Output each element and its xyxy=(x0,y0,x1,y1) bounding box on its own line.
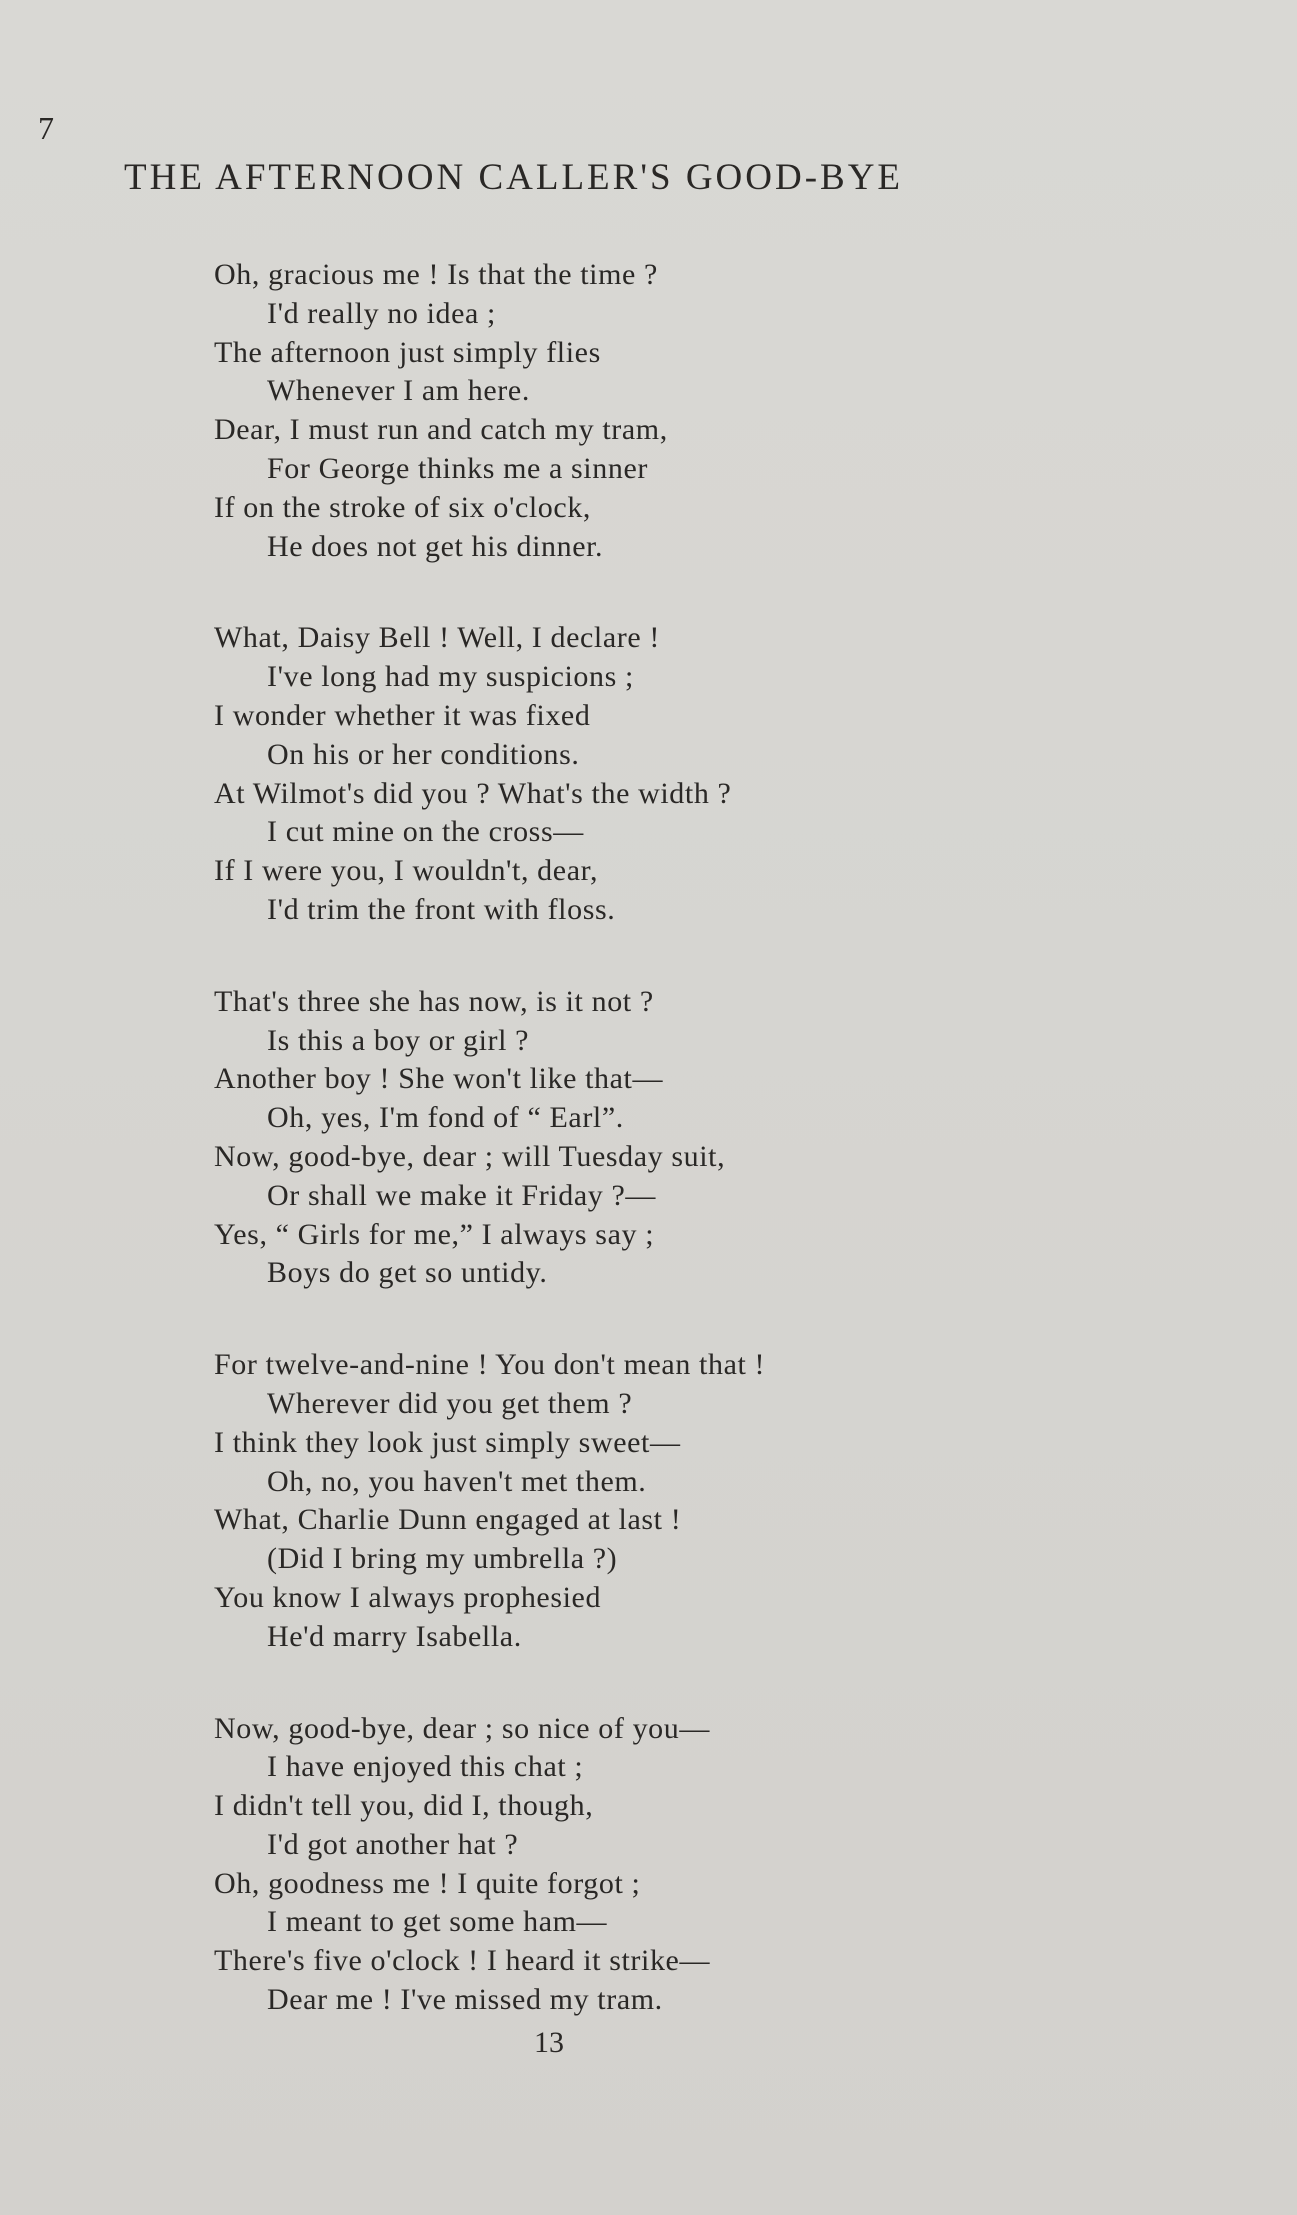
poem-line: On his or her conditions. xyxy=(267,737,580,771)
poem-line: The afternoon just simply flies xyxy=(214,335,601,369)
poem-line: Now, good-bye, dear ; will Tuesday suit, xyxy=(214,1139,726,1173)
stanza-4 xyxy=(214,1346,1214,1656)
poem-line: Dear, I must run and catch my tram, xyxy=(214,413,668,447)
poem-line: For twelve-and-nine ! You don't mean that ! xyxy=(214,1348,766,1382)
poem-line: You know I always prophesied xyxy=(214,1580,602,1614)
poem-line: Now, good-bye, dear ; so nice of you— xyxy=(214,1711,710,1745)
poem-line: Oh, gracious me ! Is that the time ? xyxy=(214,258,658,291)
poem-line: (Did I bring my umbrella ?) xyxy=(267,1542,618,1576)
poem-line: Yes, “ Girls for me,” I always say ; xyxy=(214,1217,655,1251)
poem-line: For George thinks me a sinner xyxy=(267,451,648,485)
poem-line: I didn't tell you, did I, though, xyxy=(214,1789,594,1823)
poem-line: I have enjoyed this chat ; xyxy=(267,1750,584,1784)
poem-line: Oh, yes, I'm fond of “ Earl”. xyxy=(267,1101,624,1135)
poem-line: Whenever I am here. xyxy=(267,374,530,408)
poem-line: He does not get his dinner. xyxy=(267,529,604,563)
poem-line: I'd really no idea ; xyxy=(267,296,496,330)
poem-line: What, Charlie Dunn engaged at last ! xyxy=(214,1503,682,1537)
poem-line: I'd trim the front with floss. xyxy=(267,892,616,926)
poem-line: That's three she has now, is it not ? xyxy=(214,984,654,1018)
stanza-3 xyxy=(214,983,1214,1293)
poem-line: Is this a boy or girl ? xyxy=(267,1023,530,1057)
poem-body xyxy=(214,256,1214,2073)
poem-line: I think they look just simply sweet— xyxy=(214,1425,681,1459)
poem-line: Wherever did you get them ? xyxy=(267,1386,633,1420)
poem-line: I wonder whether it was fixed xyxy=(214,698,591,732)
poem-line: I cut mine on the cross— xyxy=(267,815,584,849)
poem-line: What, Daisy Bell ! Well, I declare ! xyxy=(214,621,660,655)
stanza-5 xyxy=(214,1710,1214,2020)
poem-line: I'd got another hat ? xyxy=(267,1827,519,1861)
poem-line: Or shall we make it Friday ?— xyxy=(267,1178,656,1212)
poem-line: If on the stroke of six o'clock, xyxy=(214,490,592,524)
poem-line: I meant to get some ham— xyxy=(267,1905,608,1939)
poem-line: Dear me ! I've missed my tram. xyxy=(267,1983,663,2017)
poem-line: Another boy ! She won't like that— xyxy=(214,1062,664,1096)
page-number: 13 xyxy=(534,2026,564,2059)
poem-line: He'd marry Isabella. xyxy=(267,1619,522,1653)
poem-line: Boys do get so untidy. xyxy=(267,1256,548,1290)
poem-line: If I were you, I wouldn't, dear, xyxy=(214,854,599,888)
poem-line: At Wilmot's did you ? What's the width ? xyxy=(214,776,732,810)
poem-line: Oh, no, you haven't met them. xyxy=(267,1464,647,1498)
poem-title: THE AFTERNOON CALLER'S GOOD-BYE xyxy=(124,157,904,198)
poem-line: There's five o'clock ! I heard it strike— xyxy=(214,1944,711,1978)
stanza-1 xyxy=(214,256,1214,566)
poem-number: 7 xyxy=(38,110,55,146)
poem-line: Oh, goodness me ! I quite forgot ; xyxy=(214,1866,641,1900)
poem-line: I've long had my suspicions ; xyxy=(267,660,634,694)
stanza-2 xyxy=(214,619,1214,929)
